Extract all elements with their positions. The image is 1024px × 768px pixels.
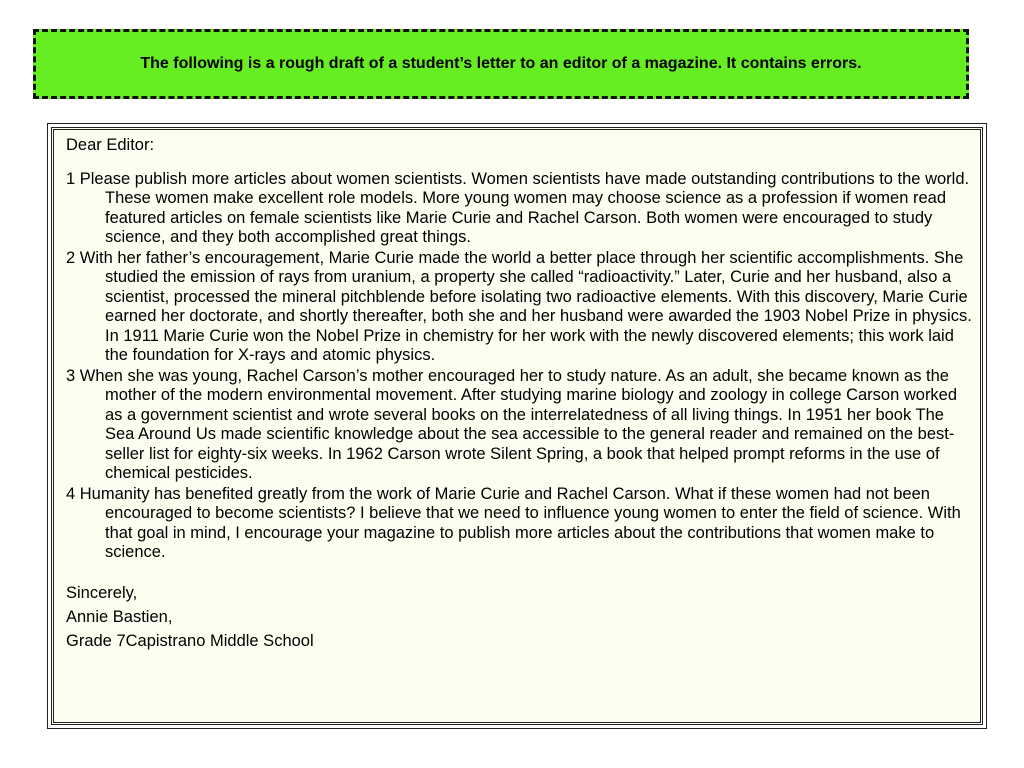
letter-frame <box>47 123 987 729</box>
closing-word: Sincerely, <box>66 583 138 602</box>
letter-body <box>51 127 983 725</box>
letter-text <box>66 136 972 653</box>
paragraph-3: 3 When she was young, Rachel Carson’s mother encouraged her to study nature. As an adult, she became known as the mother of the modern environmental movement. After studying marine biology and zoology in college Carson worked as a government scientist and wrote several books on the interrelatedness of all living things. In 1951 her book The Sea Around Us made scientific knowledge about the sea accessible to the general reader and remained on the best-seller list for eighty-six weeks. In 1962 Carson wrote Silent Spring, a book that helped prompt reforms in the use of chemical pesticides. <box>66 366 958 482</box>
instruction-banner <box>33 29 969 99</box>
paragraph-4: 4 Humanity has benefited greatly from the work of Marie Curie and Rachel Carson. What if these women had not been encouraged to become scientists? I believe that we need to influence young women to enter the field of science. With that goal in mind, I encourage your magazine to publish more articles about the contributions that women make to science. <box>66 484 961 561</box>
letter-closing <box>66 581 972 653</box>
signature-school: Grade 7Capistrano Middle School <box>66 631 314 650</box>
instruction-text: The following is a rough draft of a student’s letter to an editor of a magazine. It contains errors. <box>140 55 862 72</box>
paragraph-1: 1 Please publish more articles about women scientists. Women scientists have made outstanding contributions to the world. These women make excellent role models. More young women may choose science as a profession if women read featured articles on female scientists like Marie Curie and Rachel Carson. Both women were encouraged to study science, and they both accomplished great things. <box>66 169 970 246</box>
signature-name: Annie Bastien, <box>66 607 173 626</box>
paragraph-2: 2 With her father’s encouragement, Marie Curie made the world a better place through her scientific accomplishments. She studied the emission of rays from uranium, a property she called “radioactivity.” Later, Curie and her husband, also a scientist, processed the mineral pitchblende before isolating two radioactive elements. With this discovery, Marie Curie earned her doctorate, and shortly thereafter, both she and her husband were awarded the 1903 Nobel Prize in physics. In 1911 Marie Curie won the Nobel Prize in chemistry for her work with the newly discovered elements; this work laid the foundation for X-rays and atomic physics. <box>66 248 972 364</box>
salutation: Dear Editor: <box>66 136 155 154</box>
